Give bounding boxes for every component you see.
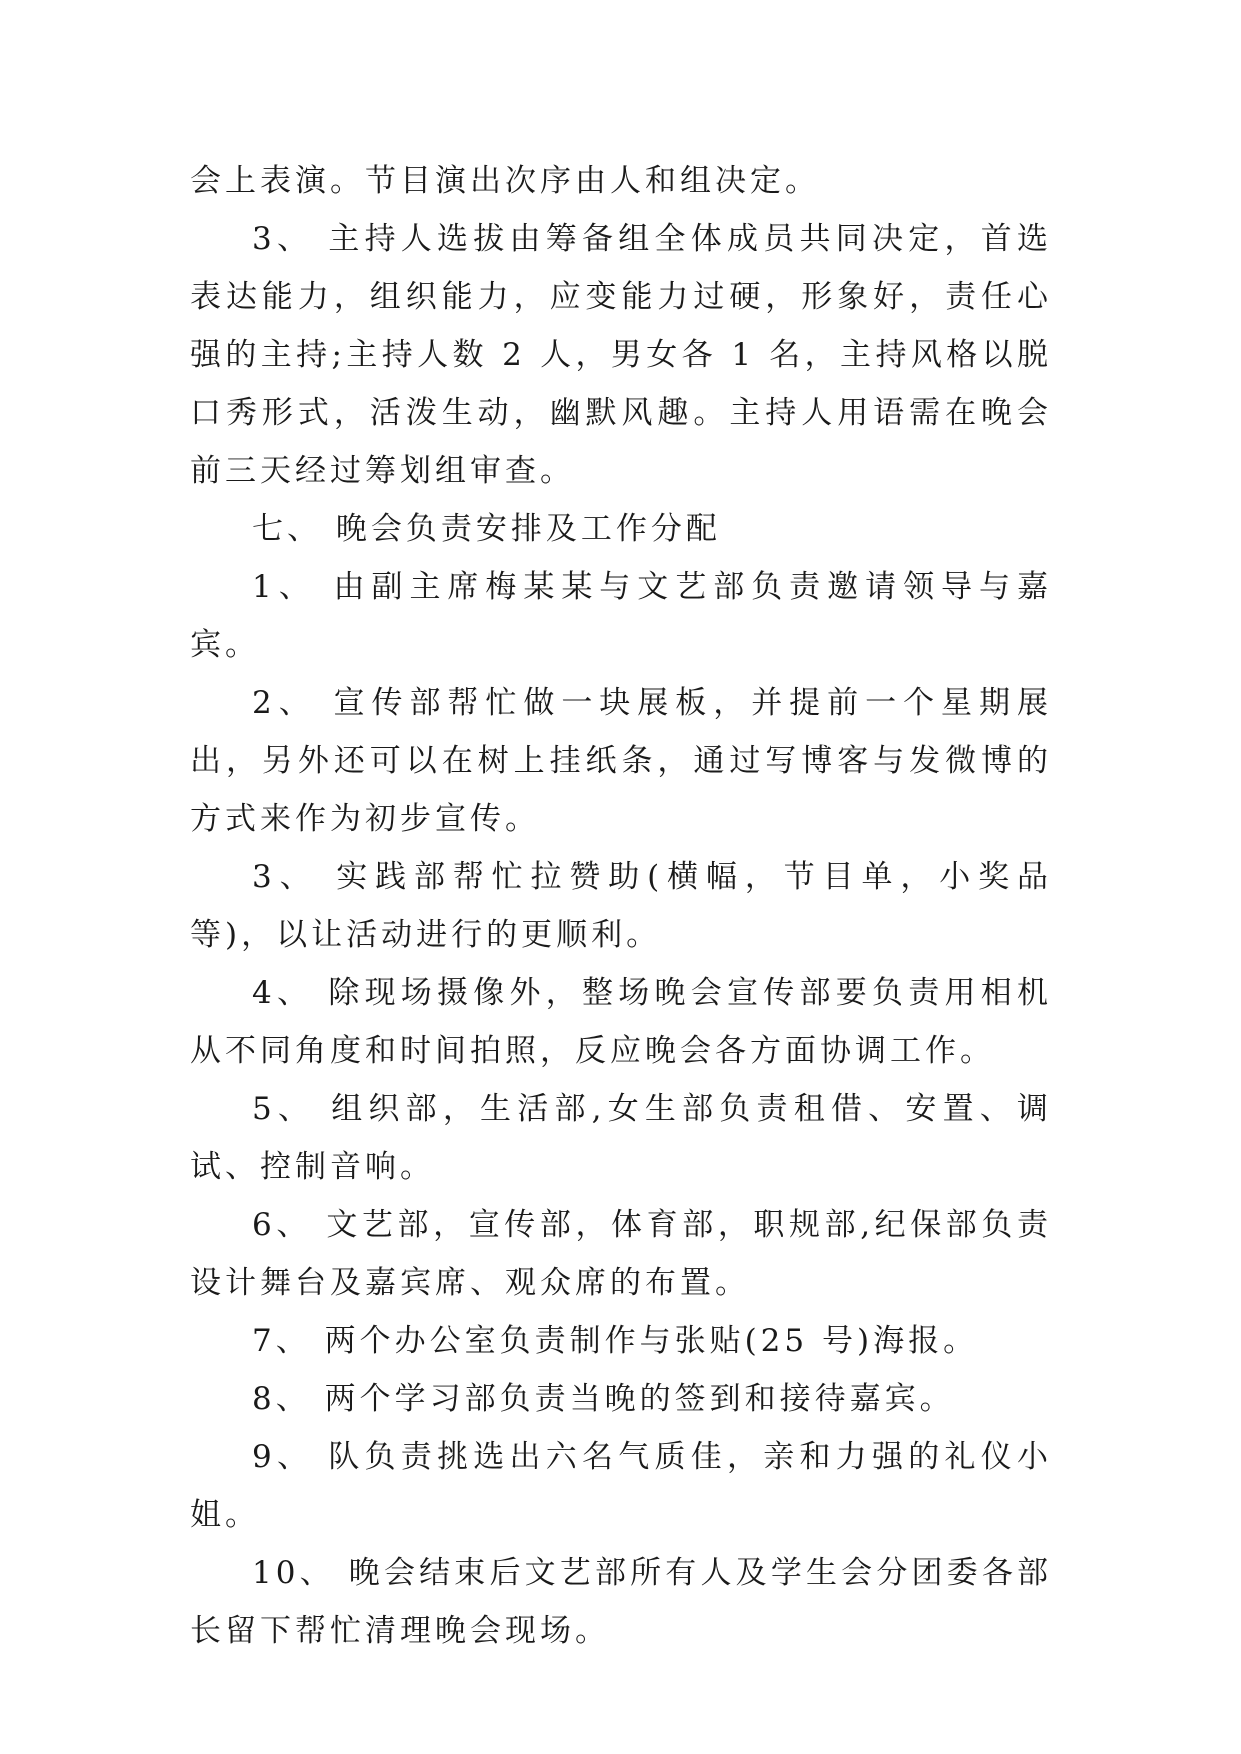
list-item-2: 2、 宣传部帮忙做一块展板，并提前一个星期展出，另外还可以在树上挂纸条，通过写博客与发微博的方式来作为初步宣传。 bbox=[190, 685, 1052, 837]
list-item-9: 9、 队负责挑选出六名气质佳，亲和力强的礼仪小姐。 bbox=[190, 1439, 1052, 1533]
paragraph-host-selection: 3、 主持人选拔由筹备组全体成员共同决定，首选表达能力，组织能力，应变能力过硬，形象好，责任心强的主持;主持人数 2 人，男女各 1 名，主持风格以脱口秀形式，活泼生动，幽默风趣。主持人用语需在晚会前三天经过筹划组审查。 bbox=[190, 221, 1052, 489]
list-item-4: 4、 除现场摄像外，整场晚会宣传部要负责用相机从不同角度和时间拍照，反应晚会各方面协调工作。 bbox=[190, 975, 1052, 1069]
document-body bbox=[190, 152, 1052, 1660]
list-item-7: 7、 两个办公室负责制作与张贴(25 号)海报。 bbox=[252, 1323, 979, 1359]
paragraph-continuation: 会上表演。节目演出次序由人和组决定。 bbox=[190, 163, 820, 199]
list-item-6: 6、 文艺部，宣传部，体育部，职规部,纪保部负责设计舞台及嘉宾席、观众席的布置。 bbox=[190, 1207, 1052, 1301]
list-item-8: 8、 两个学习部负责当晚的签到和接待嘉宾。 bbox=[252, 1381, 955, 1417]
list-item-10: 10、 晚会结束后文艺部所有人及学生会分团委各部长留下帮忙清理晚会现场。 bbox=[190, 1555, 1052, 1649]
list-item-1: 1、 由副主席梅某某与文艺部负责邀请领导与嘉宾。 bbox=[190, 569, 1052, 663]
list-item-3: 3、 实践部帮忙拉赞助(横幅，节目单，小奖品等)，以让活动进行的更顺利。 bbox=[190, 859, 1052, 953]
section-heading-7: 七、 晚会负责安排及工作分配 bbox=[252, 511, 721, 547]
list-item-5: 5、 组织部，生活部,女生部负责租借、安置、调试、控制音响。 bbox=[190, 1091, 1052, 1185]
